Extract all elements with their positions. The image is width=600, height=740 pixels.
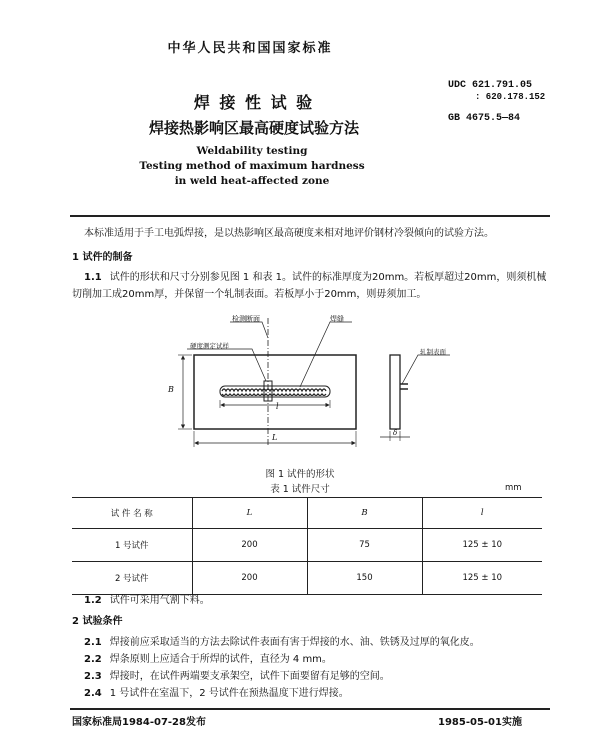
paragraph-number: 2.4: [84, 688, 102, 699]
paragraph-2-4: [84, 685, 349, 702]
header-divider: [70, 215, 550, 217]
paragraph-2-1: [84, 634, 480, 651]
paragraph-2-3-text: 焊接时，在试件两端要支承架空，试件下面要留有足够的空间。: [109, 671, 390, 682]
hardness-leader-line: [187, 349, 266, 381]
table-header: l: [422, 498, 542, 529]
dim-label-B: B: [168, 385, 174, 394]
table-row: [72, 562, 542, 595]
table-cell: 200: [192, 529, 307, 562]
paragraph-number: 2.2: [84, 654, 102, 665]
paragraph-2-2: [84, 651, 332, 668]
dim-label-L: L: [272, 433, 278, 442]
udc-line-2: : 620.178.152: [475, 92, 546, 102]
table-caption: 表 1 试件尺寸: [270, 484, 330, 495]
specimen-dimensions-table: [72, 497, 542, 595]
figure-caption: 图 1 试件的形状: [265, 469, 335, 480]
rolled-surface-leader: [402, 355, 450, 384]
section-leader-line: [230, 322, 268, 338]
paragraph-2-4-text: 1 号试件在室温下，2 号试件在预热温度下进行焊接。: [109, 688, 349, 699]
implementation-date: 1985-05-01实施: [438, 717, 522, 728]
english-title-line-3: in weld heat-affected zone: [174, 175, 330, 187]
paragraph-2-2-text: 焊条原则上应适合于所焊的试件，直径为 4 mm。: [109, 654, 332, 665]
sub-title: 焊接热影响区最高硬度试验方法: [148, 119, 360, 137]
table-header-row: [72, 498, 542, 529]
paragraph-number: 2.3: [84, 671, 102, 682]
label-weld: 焊缝: [330, 315, 344, 323]
label-rolled-surface: 轧制表面: [420, 348, 446, 356]
paragraph-1-1: [72, 269, 550, 303]
udc-line-1: UDC 621.791.05: [448, 80, 533, 91]
table-header: B: [307, 498, 422, 529]
table-header: L: [192, 498, 307, 529]
table-cell: 125 ± 10: [422, 529, 542, 562]
specimen-side-view: [390, 355, 400, 429]
table-cell: 75: [307, 529, 422, 562]
table-cell: 1 号试件: [72, 529, 192, 562]
table-cell: 200: [192, 562, 307, 595]
table-cell: 2 号试件: [72, 562, 192, 595]
section-2-heading: 2 试验条件: [72, 616, 123, 627]
english-title-line-1: Weldability testing: [196, 145, 308, 157]
table-cell: 125 ± 10: [422, 562, 542, 595]
figure-1-drawing: [0, 305, 600, 470]
paragraph-number: 1.2: [84, 595, 102, 606]
paragraph-1-2: [84, 592, 210, 609]
paragraph-1-2-text: 试件可采用气割下料。: [109, 595, 210, 606]
table-unit: mm: [505, 483, 522, 493]
section-1-heading: 1 试件的制备: [72, 252, 133, 263]
gb-code: GB 4675.5—84: [448, 113, 521, 124]
paragraph-2-1-text: 焊接前应采取适当的方法去除试件表面有害于焊接的水、油、铁锈及过厚的氧化皮。: [109, 637, 480, 648]
weld-bead: [220, 386, 330, 397]
table-cell: 150: [307, 562, 422, 595]
paragraph-1-1-text: 试件的形状和尺寸分别参见图 1 和表 1。试件的标准厚度为20mm。若板厚超过20mm，则须机械切削加工成20mm厚，并保留一个轧制表面。若板厚小于20mm，则毋须加工。: [72, 272, 547, 300]
issuing-organization: 中华人民共和国国家标准: [167, 41, 333, 56]
paragraph-number: 2.1: [84, 637, 102, 648]
label-section: 检测断面: [232, 315, 260, 323]
main-title: 焊 接 性 试 验: [193, 93, 315, 112]
dim-label-l: l: [276, 402, 279, 411]
footer-divider: [70, 708, 550, 710]
label-hardness-specimen: 硬度测定试样: [190, 342, 229, 350]
issue-date: 国家标准局1984-07-28发布: [72, 717, 206, 728]
english-title-line-2: Testing method of maximum hardness: [139, 160, 365, 172]
dim-label-delta: δ: [393, 429, 398, 437]
paragraph-2-3: [84, 668, 390, 685]
table-header: 试 件 名 称: [72, 498, 192, 529]
paragraph-number: 1.1: [84, 272, 102, 283]
intro-paragraph: 本标准适用于手工电弧焊接，是以热影响区最高硬度来相对地评价钢材冷裂倾向的试验方法。: [84, 228, 494, 239]
table-row: [72, 529, 542, 562]
